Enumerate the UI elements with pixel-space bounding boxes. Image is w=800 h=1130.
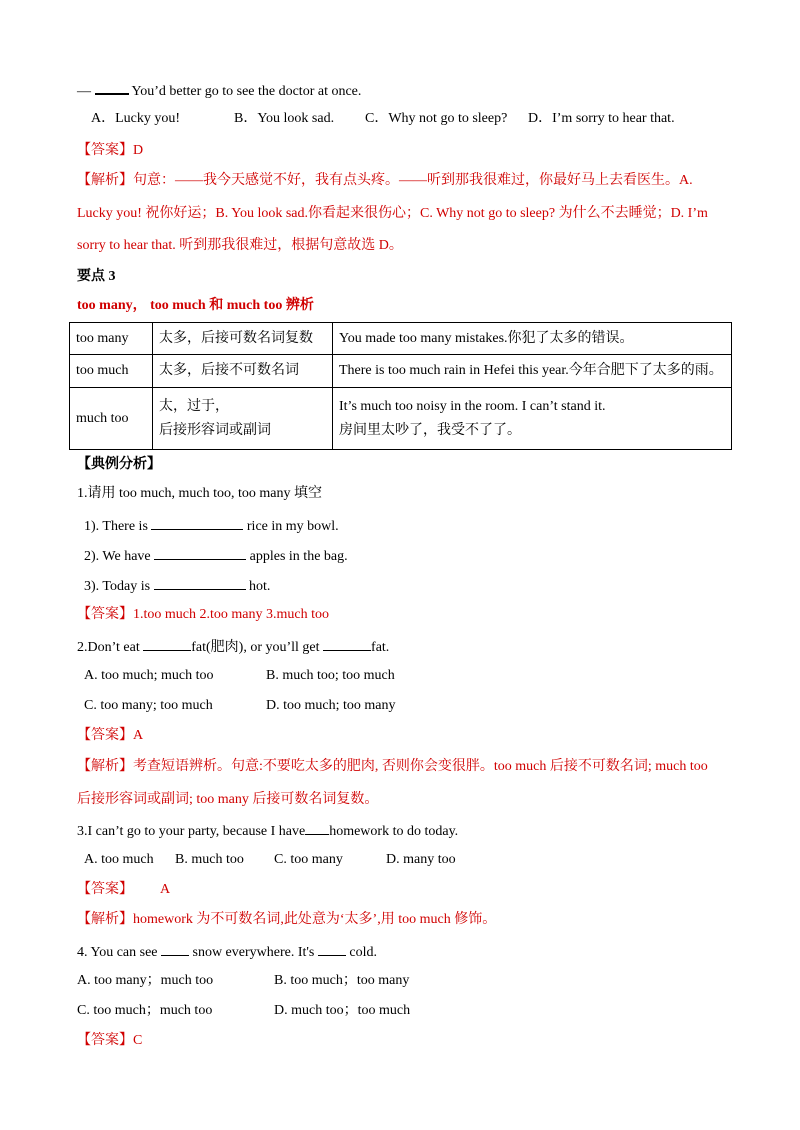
q1-item-2 bbox=[84, 546, 348, 566]
answer-blank bbox=[143, 637, 191, 651]
q4-option-a: A. too many；much too bbox=[77, 973, 214, 988]
option-d: D．I’m sorry to hear that. bbox=[528, 111, 675, 126]
q1-item-2-before: 2). We have bbox=[84, 549, 151, 564]
meaning-cell: 太多，后接不可数名词 bbox=[153, 355, 333, 388]
meaning-line: 后接形容词或副词 bbox=[159, 422, 271, 438]
q1-stem: 1.请用 too much, much too, too many 填空 bbox=[77, 486, 322, 501]
q3-answer-value: A bbox=[160, 882, 171, 897]
q2-stem bbox=[77, 637, 389, 657]
answer-blank bbox=[154, 546, 246, 560]
q4-option-b: B. too much；too many bbox=[274, 973, 410, 988]
point-title: 要点 3 bbox=[77, 269, 116, 284]
table-row bbox=[70, 388, 732, 450]
analysis-line-1: 【解析】句意：——我今天感觉不好，我有点头疼。——听到那我很难过，你最好马上去看医生。A. bbox=[77, 173, 693, 188]
q2-analysis-line-2: 后接形容词或副词; too many 后接可数名词复数。 bbox=[77, 792, 379, 807]
option-c: C．Why not go to sleep? bbox=[365, 111, 508, 126]
q2-option-d: D. too much; too many bbox=[266, 698, 396, 713]
table-row bbox=[70, 323, 732, 355]
q4-option-d: D. much too；too much bbox=[274, 1003, 411, 1018]
question-line bbox=[77, 80, 361, 101]
option-b: B．You look sad. bbox=[234, 111, 335, 126]
q1-item-1-after: rice in my bowl. bbox=[246, 519, 339, 534]
q2-stem-part: fat. bbox=[371, 640, 390, 655]
q3-stem bbox=[77, 821, 458, 841]
answer-blank bbox=[305, 821, 329, 835]
example-line: 房间里太吵了，我受不了了。 bbox=[339, 422, 521, 438]
example-cell bbox=[333, 388, 732, 450]
q2-option-a: A. too much; much too bbox=[84, 668, 214, 683]
q4-stem-part: 4. You can see bbox=[77, 945, 158, 960]
q4-option-c: C. too much；much too bbox=[77, 1003, 213, 1018]
q3-option-a: A. too much bbox=[84, 852, 154, 867]
meaning-line: 太，过于， bbox=[159, 398, 229, 414]
analysis-line-2: Lucky you! 祝你好运；B. You look sad.你看起来很伤心；C. Why not go to sleep? 为什么不去睡觉；D. I’m bbox=[77, 206, 708, 221]
meaning-cell: 太多，后接可数名词复数 bbox=[153, 323, 333, 355]
analysis-line-3: sorry to hear that. 听到那我很难过，根据句意故选 D。 bbox=[77, 238, 403, 253]
term-cell: too many bbox=[70, 323, 153, 355]
q3-stem-part: 3.I can’t go to your party, because I have bbox=[77, 824, 306, 839]
term-cell: much too bbox=[70, 388, 153, 450]
table-row bbox=[70, 355, 732, 388]
question-text: You’d better go to see the doctor at once. bbox=[131, 84, 362, 99]
q1-item-2-after: apples in the bag. bbox=[249, 549, 348, 564]
q1-item-3 bbox=[84, 576, 270, 596]
q3-analysis: 【解析】homework 为不可数名词,此处意为‘太多’,用 too much 修饰。 bbox=[77, 912, 497, 927]
q3-stem-part: homework to do today. bbox=[329, 824, 459, 839]
q4-stem-part: cold. bbox=[349, 945, 377, 960]
q1-answer: 【答案】1.too much 2.too many 3.much too bbox=[77, 607, 329, 622]
answer-blank bbox=[154, 576, 246, 590]
example-line: It’s much too noisy in the room. I can’t stand it. bbox=[339, 398, 606, 414]
q2-analysis-line-1: 【解析】考查短语辨析。句意:不要吃太多的肥肉, 否则你会变很胖。too much 后接不可数名词; much too bbox=[77, 759, 708, 774]
answer-blank bbox=[95, 80, 129, 95]
q2-answer: 【答案】A bbox=[77, 728, 144, 743]
q3-option-c: C. too many bbox=[274, 852, 343, 867]
q2-stem-part: fat(肥肉), or you’ll get bbox=[191, 640, 320, 655]
option-a: A．Lucky you! bbox=[91, 111, 181, 126]
q2-option-c: C. too many; too much bbox=[84, 698, 213, 713]
answer: 【答案】D bbox=[77, 143, 144, 158]
q1-item-1-before: 1). There is bbox=[84, 519, 148, 534]
comparison-table bbox=[69, 322, 732, 450]
answer-blank bbox=[151, 516, 243, 530]
q1-item-1 bbox=[84, 516, 339, 536]
q4-stem bbox=[77, 942, 377, 962]
q2-stem-part: 2.Don’t eat bbox=[77, 640, 140, 655]
q3-option-b: B. much too bbox=[175, 852, 244, 867]
meaning-cell bbox=[153, 388, 333, 450]
dash: — bbox=[77, 84, 95, 99]
q1-item-3-after: hot. bbox=[249, 579, 271, 594]
example-cell: There is too much rain in Hefei this year.今年合肥下了太多的雨。 bbox=[333, 355, 732, 388]
answer-blank bbox=[318, 942, 346, 956]
examples-heading: 【典例分析】 bbox=[77, 457, 161, 472]
q4-answer: 【答案】C bbox=[77, 1033, 143, 1048]
term-cell: too much bbox=[70, 355, 153, 388]
q3-answer bbox=[77, 881, 170, 899]
example-cell: You made too many mistakes.你犯了太多的错误。 bbox=[333, 323, 732, 355]
q2-option-b: B. much too; too much bbox=[266, 668, 395, 683]
q3-answer-label: 【答案】 bbox=[77, 882, 133, 897]
answer-blank bbox=[323, 637, 371, 651]
answer-blank bbox=[161, 942, 189, 956]
q3-option-d: D. many too bbox=[386, 852, 456, 867]
q4-stem-part: snow everywhere. It's bbox=[192, 945, 315, 960]
point-subtitle: too many， too much 和 much too 辨析 bbox=[77, 298, 314, 313]
q1-item-3-before: 3). Today is bbox=[84, 579, 151, 594]
